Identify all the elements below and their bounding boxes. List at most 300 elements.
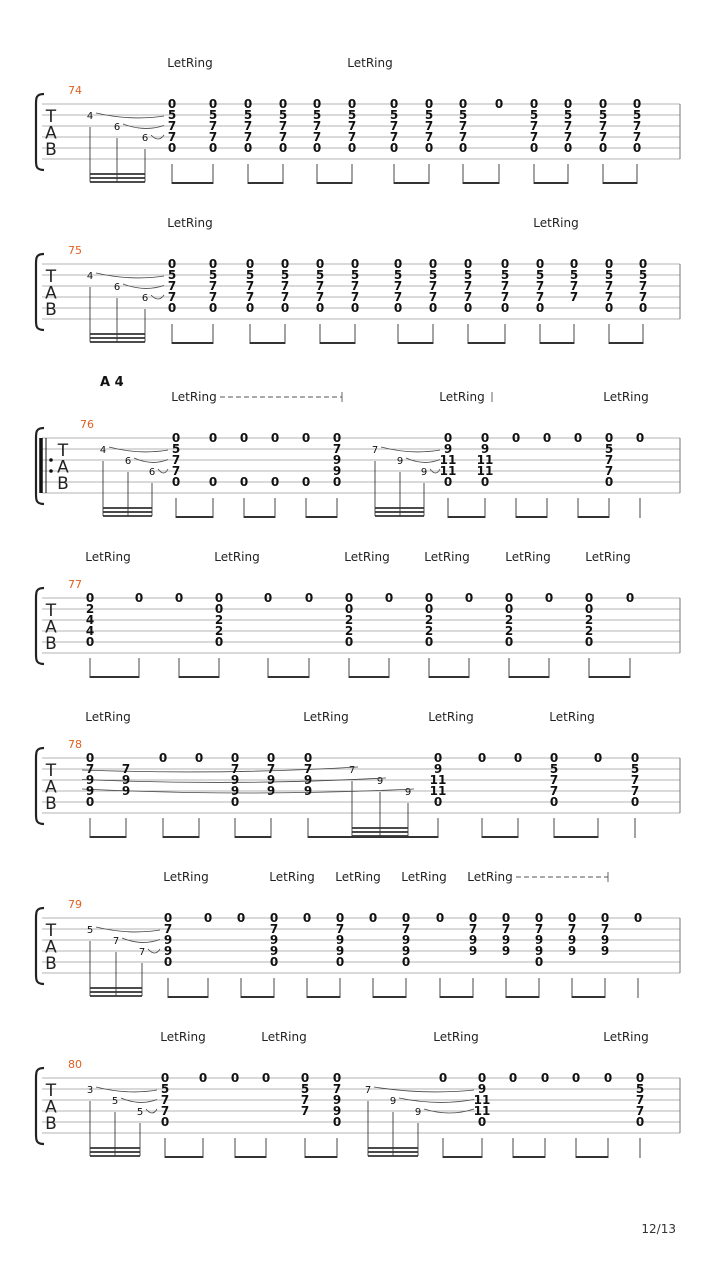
fret-number: 7: [638, 279, 648, 293]
tab-clef-letter: B: [45, 954, 57, 974]
grace-note: 6: [113, 282, 121, 293]
fret-number: 0: [194, 751, 204, 765]
fret-number: 0: [549, 795, 559, 809]
fret-number: 7: [245, 290, 255, 304]
fret-number: 0: [535, 257, 545, 271]
fret-number: 0: [571, 1071, 581, 1085]
fret-number: 7: [121, 762, 131, 776]
fret-number: 0: [85, 751, 95, 765]
fret-number: 9: [443, 442, 453, 456]
letring-label: LetRing: [347, 56, 393, 70]
fret-number: 0: [230, 1071, 240, 1085]
grace-note: 9: [396, 456, 404, 467]
tab-system: [36, 375, 680, 518]
fret-number: 9: [335, 933, 345, 947]
letring-label: LetRing: [439, 390, 485, 404]
fret-number: 7: [389, 130, 399, 144]
fret-number: 0: [270, 475, 280, 489]
fret-number: 0: [435, 911, 445, 925]
fret-number: 5: [604, 442, 614, 456]
fret-number: 0: [463, 301, 473, 315]
fret-number: 0: [344, 591, 354, 605]
fret-number: 0: [300, 1071, 310, 1085]
grace-note: 9: [404, 787, 412, 798]
fret-number: 0: [332, 1071, 342, 1085]
fret-number: 7: [635, 1104, 645, 1118]
grace-note: 9: [414, 1107, 422, 1118]
fret-number: 5: [428, 268, 438, 282]
letring-label: LetRing: [85, 550, 131, 564]
fret-number: 0: [261, 1071, 271, 1085]
fret-number: 0: [208, 141, 218, 155]
fret-number: 7: [598, 130, 608, 144]
fret-number: 0: [214, 602, 224, 616]
fret-number: 9: [401, 933, 411, 947]
grace-note: 7: [364, 1085, 372, 1096]
fret-number: 0: [280, 301, 290, 315]
fret-number: 0: [85, 591, 95, 605]
fret-number: 0: [230, 751, 240, 765]
fret-number: 0: [584, 635, 594, 649]
fret-number: 9: [534, 933, 544, 947]
fret-number: 7: [563, 119, 573, 133]
fret-number: 2: [504, 613, 514, 627]
fret-number: 0: [208, 475, 218, 489]
fret-number: 0: [501, 911, 511, 925]
grace-note: 7: [112, 936, 120, 947]
fret-number: 0: [384, 591, 394, 605]
fret-number: 0: [171, 431, 181, 445]
fret-number: 5: [604, 268, 614, 282]
fret-number: 0: [344, 635, 354, 649]
tab-clef-letter: T: [45, 601, 57, 621]
fret-number: 7: [167, 119, 177, 133]
fret-number: 0: [563, 97, 573, 111]
tab-system: [36, 56, 680, 184]
fret-number: 2: [214, 624, 224, 638]
fret-number: 5: [635, 1082, 645, 1096]
grace-note: 6: [124, 456, 132, 467]
fret-number: 0: [302, 911, 312, 925]
fret-number: 0: [477, 751, 487, 765]
tab-clef-letter: T: [45, 267, 57, 287]
fret-number: 0: [167, 301, 177, 315]
tab-clef-letter: B: [45, 794, 57, 814]
fret-number: 7: [160, 1093, 170, 1107]
fret-number: 7: [424, 119, 434, 133]
tab-clef-letter: T: [57, 441, 69, 461]
fret-number: 9: [332, 453, 342, 467]
fret-number: 0: [332, 475, 342, 489]
fret-number: 0: [312, 97, 322, 111]
tab-system: [36, 710, 680, 838]
letring-label: LetRing: [167, 56, 213, 70]
fret-number: 0: [544, 591, 554, 605]
measure-number: 80: [68, 1058, 82, 1071]
fret-number: 0: [604, 257, 614, 271]
grace-note: 5: [86, 925, 94, 936]
fret-number: 9: [303, 784, 313, 798]
tab-clef-letter: A: [45, 123, 57, 144]
fret-number: 5: [632, 108, 642, 122]
fret-number: 9: [332, 464, 342, 478]
fret-number: 5: [300, 1082, 310, 1096]
fret-number: 4: [85, 624, 95, 638]
fret-number: 7: [389, 119, 399, 133]
fret-number: 0: [160, 1071, 170, 1085]
fret-number: 0: [85, 635, 95, 649]
fret-number: 0: [477, 1115, 487, 1129]
fret-number: 5: [529, 108, 539, 122]
fret-number: 5: [393, 268, 403, 282]
fret-number: 5: [278, 108, 288, 122]
fret-number: 9: [600, 933, 610, 947]
fret-number: 7: [393, 290, 403, 304]
fret-number: 7: [567, 922, 577, 936]
fret-number: 0: [535, 301, 545, 315]
fret-number: 0: [549, 751, 559, 765]
grace-note: 6: [148, 467, 156, 478]
fret-number: 0: [598, 97, 608, 111]
fret-number: 0: [401, 911, 411, 925]
grace-note: 7: [138, 947, 146, 958]
grace-note: 5: [136, 1107, 144, 1118]
fret-number: 7: [569, 290, 579, 304]
fret-number: 5: [243, 108, 253, 122]
fret-number: 5: [167, 108, 177, 122]
fret-number: 0: [604, 301, 614, 315]
grace-slur: [96, 273, 164, 278]
fret-number: 0: [584, 591, 594, 605]
fret-number: 7: [300, 1093, 310, 1107]
tab-clef-letter: B: [45, 634, 57, 654]
grace-slur: [381, 447, 440, 452]
fret-number: 0: [500, 301, 510, 315]
fret-number: 4: [85, 613, 95, 627]
fret-number: 7: [632, 119, 642, 133]
fret-number: 5: [563, 108, 573, 122]
fret-number: 9: [266, 773, 276, 787]
fret-number: 7: [347, 119, 357, 133]
fret-number: 7: [604, 464, 614, 478]
fret-number: 7: [230, 762, 240, 776]
fret-number: 0: [600, 911, 610, 925]
fret-number: 0: [335, 911, 345, 925]
fret-number: 7: [312, 130, 322, 144]
fret-number: 0: [635, 1115, 645, 1129]
fret-number: 9: [600, 944, 610, 958]
section-label: A 4: [100, 375, 124, 390]
fret-number: 5: [245, 268, 255, 282]
fret-number: 0: [480, 475, 490, 489]
fret-number: 7: [635, 1093, 645, 1107]
fret-number: 7: [312, 119, 322, 133]
fret-number: 0: [198, 1071, 208, 1085]
tab-clef-letter: B: [45, 1114, 57, 1134]
grace-note: 4: [86, 271, 94, 282]
fret-number: 0: [632, 141, 642, 155]
fret-number: 2: [424, 624, 434, 638]
fret-number: 7: [428, 290, 438, 304]
fret-number: 0: [504, 602, 514, 616]
fret-number: 0: [433, 751, 443, 765]
fret-number: 0: [424, 141, 434, 155]
letring-label: LetRing: [467, 870, 513, 884]
fret-number: 0: [315, 257, 325, 271]
tab-clef-letter: B: [45, 140, 57, 160]
fret-number: 7: [458, 130, 468, 144]
fret-number: 5: [208, 108, 218, 122]
fret-number: 0: [443, 431, 453, 445]
fret-number: 11: [429, 773, 447, 787]
fret-number: 7: [280, 279, 290, 293]
fret-number: 2: [584, 624, 594, 638]
fret-number: 0: [573, 431, 583, 445]
measure-number: 77: [68, 578, 82, 591]
fret-number: 9: [163, 933, 173, 947]
fret-number: 0: [433, 795, 443, 809]
fret-number: 0: [424, 97, 434, 111]
fret-number: 7: [535, 279, 545, 293]
grace-note: 3: [86, 1085, 94, 1096]
fret-number: 7: [604, 290, 614, 304]
fret-number: 7: [208, 119, 218, 133]
fret-number: 7: [598, 119, 608, 133]
grace-slur: [374, 1087, 474, 1092]
fret-number: 0: [245, 257, 255, 271]
fret-number: 0: [301, 475, 311, 489]
fret-number: 7: [563, 130, 573, 144]
fret-number: 0: [504, 591, 514, 605]
fret-number: 9: [468, 933, 478, 947]
repeat-dot: [49, 458, 53, 462]
fret-number: 7: [269, 922, 279, 936]
fret-number: 0: [508, 1071, 518, 1085]
fret-number: 0: [239, 475, 249, 489]
fret-number: 7: [350, 290, 360, 304]
fret-number: 0: [477, 1071, 487, 1085]
fret-number: 7: [171, 453, 181, 467]
fret-number: 0: [638, 257, 648, 271]
tab-clef-letter: A: [57, 457, 69, 478]
fret-number: 9: [433, 762, 443, 776]
fret-number: 5: [535, 268, 545, 282]
fret-number: 0: [208, 431, 218, 445]
letring-label: LetRing: [160, 1030, 206, 1044]
fret-number: 7: [463, 279, 473, 293]
fret-number: 7: [534, 922, 544, 936]
tab-clef-letter: T: [45, 107, 57, 127]
grace-note: 7: [348, 765, 356, 776]
fret-number: 11: [476, 464, 494, 478]
fret-number: 9: [332, 1093, 342, 1107]
fret-number: 7: [463, 290, 473, 304]
fret-number: 7: [208, 279, 218, 293]
letring-label: LetRing: [505, 550, 551, 564]
measure-number: 75: [68, 244, 82, 257]
fret-number: 5: [167, 268, 177, 282]
fret-number: 9: [332, 1104, 342, 1118]
grace-slur: [96, 113, 164, 118]
fret-number: 0: [458, 141, 468, 155]
fret-number: 7: [245, 279, 255, 293]
fret-number: 0: [542, 431, 552, 445]
fret-number: 7: [638, 290, 648, 304]
fret-number: 7: [315, 290, 325, 304]
fret-number: 7: [424, 130, 434, 144]
tab-clef-letter: B: [45, 300, 57, 320]
fret-number: 0: [480, 431, 490, 445]
fret-number: 0: [511, 431, 521, 445]
fret-number: 0: [393, 257, 403, 271]
tab-system: [36, 216, 680, 344]
grace-note: 7: [371, 445, 379, 456]
fret-number: 7: [632, 130, 642, 144]
fret-number: 7: [208, 290, 218, 304]
fret-number: 7: [529, 119, 539, 133]
fret-number: 0: [230, 795, 240, 809]
grace-note: 9: [376, 776, 384, 787]
fret-number: 0: [638, 301, 648, 315]
fret-number: 9: [468, 944, 478, 958]
fret-number: 9: [401, 944, 411, 958]
fret-number: 0: [315, 301, 325, 315]
fret-number: 7: [171, 464, 181, 478]
letring-label: LetRing: [433, 1030, 479, 1044]
fret-number: 5: [280, 268, 290, 282]
fret-number: 0: [389, 97, 399, 111]
fret-number: 2: [504, 624, 514, 638]
letring-label: LetRing: [603, 1030, 649, 1044]
fret-number: 0: [500, 257, 510, 271]
fret-number: 7: [167, 279, 177, 293]
letring-label: LetRing: [424, 550, 470, 564]
letring-label: LetRing: [303, 710, 349, 724]
tab-clef-letter: A: [45, 283, 57, 304]
fret-number: 0: [635, 431, 645, 445]
fret-number: 9: [163, 944, 173, 958]
fret-number: 7: [500, 290, 510, 304]
fret-number: 7: [630, 784, 640, 798]
fret-number: 0: [266, 751, 276, 765]
letring-label: LetRing: [214, 550, 260, 564]
fret-number: 7: [347, 130, 357, 144]
measure-number: 79: [68, 898, 82, 911]
fret-number: 7: [500, 279, 510, 293]
fret-number: 2: [344, 613, 354, 627]
fret-number: 0: [540, 1071, 550, 1085]
grace-slur: [96, 927, 160, 932]
fret-number: 0: [424, 591, 434, 605]
fret-number: 0: [214, 591, 224, 605]
tab-system: [36, 1030, 680, 1158]
fret-number: 0: [424, 602, 434, 616]
fret-number: 5: [458, 108, 468, 122]
fret-number: 0: [513, 751, 523, 765]
grace-note: 9: [389, 1096, 397, 1107]
fret-number: 0: [625, 591, 635, 605]
fret-number: 5: [171, 442, 181, 456]
fret-number: 0: [350, 257, 360, 271]
fret-number: 9: [534, 944, 544, 958]
fret-number: 0: [214, 635, 224, 649]
fret-number: 7: [332, 1082, 342, 1096]
fret-number: 0: [303, 751, 313, 765]
fret-number: 7: [350, 279, 360, 293]
fret-number: 7: [529, 130, 539, 144]
fret-number: 0: [630, 795, 640, 809]
fret-number: 7: [549, 773, 559, 787]
fret-number: 0: [468, 911, 478, 925]
fret-number: 0: [604, 475, 614, 489]
measure-number: 74: [68, 84, 82, 97]
fret-number: 7: [280, 290, 290, 304]
fret-number: 0: [134, 591, 144, 605]
fret-number: 0: [563, 141, 573, 155]
fret-number: 7: [315, 279, 325, 293]
fret-number: 0: [604, 431, 614, 445]
fret-number: 0: [167, 141, 177, 155]
grace-note: 6: [113, 122, 121, 133]
fret-number: 9: [477, 1082, 487, 1096]
fret-number: 0: [603, 1071, 613, 1085]
fret-number: 2: [344, 624, 354, 638]
fret-number: 0: [504, 635, 514, 649]
tab-clef-letter: T: [45, 761, 57, 781]
fret-number: 0: [301, 431, 311, 445]
fret-number: 9: [501, 933, 511, 947]
letring-label: LetRing: [163, 870, 209, 884]
fret-number: 7: [303, 762, 313, 776]
fret-number: 9: [121, 784, 131, 798]
fret-number: 0: [464, 591, 474, 605]
fret-number: 0: [243, 141, 253, 155]
fret-number: 0: [335, 955, 345, 969]
grace-note: 6: [141, 293, 149, 304]
fret-number: 7: [266, 762, 276, 776]
fret-number: 5: [350, 268, 360, 282]
fret-number: 7: [600, 922, 610, 936]
fret-number: 0: [389, 141, 399, 155]
fret-number: 5: [463, 268, 473, 282]
fret-number: 5: [598, 108, 608, 122]
fret-number: 5: [389, 108, 399, 122]
fret-number: 9: [230, 773, 240, 787]
fret-number: 9: [303, 773, 313, 787]
fret-number: 9: [266, 784, 276, 798]
fret-number: 11: [439, 464, 457, 478]
fret-number: 7: [208, 130, 218, 144]
tab-system: [36, 550, 680, 678]
fret-number: 0: [494, 97, 504, 111]
grace-note: 4: [99, 445, 107, 456]
fret-number: 9: [501, 944, 511, 958]
fret-number: 0: [633, 911, 643, 925]
tab-clef-letter: T: [45, 921, 57, 941]
repeat-dot: [49, 469, 53, 473]
letring-label: LetRing: [549, 710, 595, 724]
fret-number: 11: [429, 784, 447, 798]
fret-number: 7: [167, 130, 177, 144]
fret-number: 0: [239, 431, 249, 445]
fret-number: 0: [632, 97, 642, 111]
fret-number: 0: [263, 591, 273, 605]
fret-number: 11: [439, 453, 457, 467]
fret-number: 0: [593, 751, 603, 765]
fret-number: 0: [368, 911, 378, 925]
fret-number: 0: [167, 97, 177, 111]
fret-number: 7: [604, 279, 614, 293]
